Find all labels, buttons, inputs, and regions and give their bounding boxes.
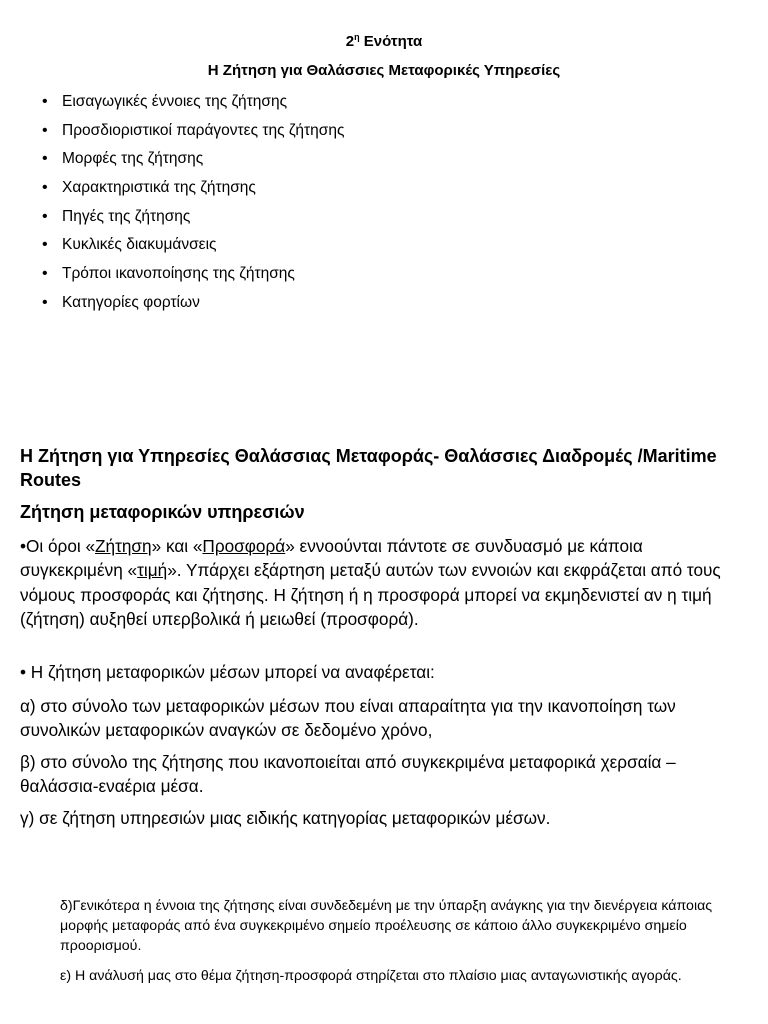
list-item: • Μορφές της ζήτησης xyxy=(40,145,344,174)
unit-number: 2 xyxy=(345,33,355,50)
unit-word: Ενότητα xyxy=(363,33,423,50)
p1-text-b: » και « xyxy=(151,536,203,556)
p1-text-a: •Οι όροι « xyxy=(20,536,96,556)
paragraph-item-d: δ)Γενικότερα η έννοια της ζήτησης είναι συνδεδεμένη με την ύπαρξη ανάγκης για την διενέργεια κάποιας μορφής μεταφοράς από ένα συγκεκριμένο σημείο προέλευσης σε κάποιο άλλο συγκεκριμένο σημείο προορισμού. xyxy=(60,898,713,954)
unit-superscript: η xyxy=(354,32,360,42)
paragraph-item-c: γ) σε ζήτηση υπηρεσιών μιας ειδικής κατηγορίας μεταφορικών μέσων. xyxy=(20,808,551,828)
paragraph-item-e: ε) Η ανάλυσή μας στο θέμα ζήτηση-προσφορά στηρίζεται στο πλαίσιο μιας ανταγωνιστικής αγοράς. xyxy=(60,968,682,984)
term-demand: Ζήτηση xyxy=(95,536,152,556)
topics-list xyxy=(40,88,344,318)
list-item: • Κυκλικές διακυμάνσεις xyxy=(40,231,344,260)
unit-heading xyxy=(0,32,768,50)
list-item: • Πηγές της ζήτησης xyxy=(40,203,344,232)
topic-title: Η Ζήτηση για Θαλάσσιες Μεταφορικές Υπηρεσίες xyxy=(207,62,561,79)
list-item: • Χαρακτηριστικά της ζήτησης xyxy=(40,174,344,203)
section-title: Η Ζήτηση για Υπηρεσίες Θαλάσσιας Μεταφοράς- Θαλάσσιες Διαδρομές /Maritime Routes xyxy=(20,446,717,490)
list-item: • Τρόποι ικανοποίησης της ζήτησης xyxy=(40,260,344,289)
p1-text-c: » εννοούνται πάντοτε σε συνδυασμό με κάποια συγκεκριμένη « xyxy=(20,536,643,581)
paragraph-item-b: β) στο σύνολο της ζήτησης που ικανοποιείται από συγκεκριμένα μεταφορικά χερσαία –θαλάσσια-εναέρια μέσα. xyxy=(20,752,676,796)
list-item: • Κατηγορίες φορτίων xyxy=(40,289,344,318)
paragraph-terms xyxy=(20,534,750,631)
section-subtitle: Ζήτηση μεταφορικών υπηρεσιών xyxy=(20,502,305,522)
term-supply: Προσφορά xyxy=(202,536,286,556)
list-item: • Προσδιοριστικοί παράγοντες της ζήτησης xyxy=(40,117,344,146)
term-price: τιμή xyxy=(137,560,168,581)
paragraph-demand-refers: • Η ζήτηση μεταφορικών μέσων μπορεί να αναφέρεται: xyxy=(20,662,435,682)
paragraph-item-a: α) στο σύνολο των μεταφορικών μέσων που είναι απαραίτητα για την ικανοποίηση των συνολικών μεταφορικών αναγκών σε δεδομένο χρόνο, xyxy=(20,696,676,740)
p1-text-d: ». Υπάρχει εξάρτηση μεταξύ αυτών των εννοιών και εκφράζεται από τους νόμους προσφοράς και ζήτησης. Η ζήτηση ή η προσφορά μπορεί να εκμηδενιστεί αν η τιμή (ζήτηση) αυξηθεί υπερβολικά ή μειωθεί (προσφορά). xyxy=(20,560,721,629)
list-item: • Εισαγωγικές έννοιες της ζήτησης xyxy=(40,88,344,117)
